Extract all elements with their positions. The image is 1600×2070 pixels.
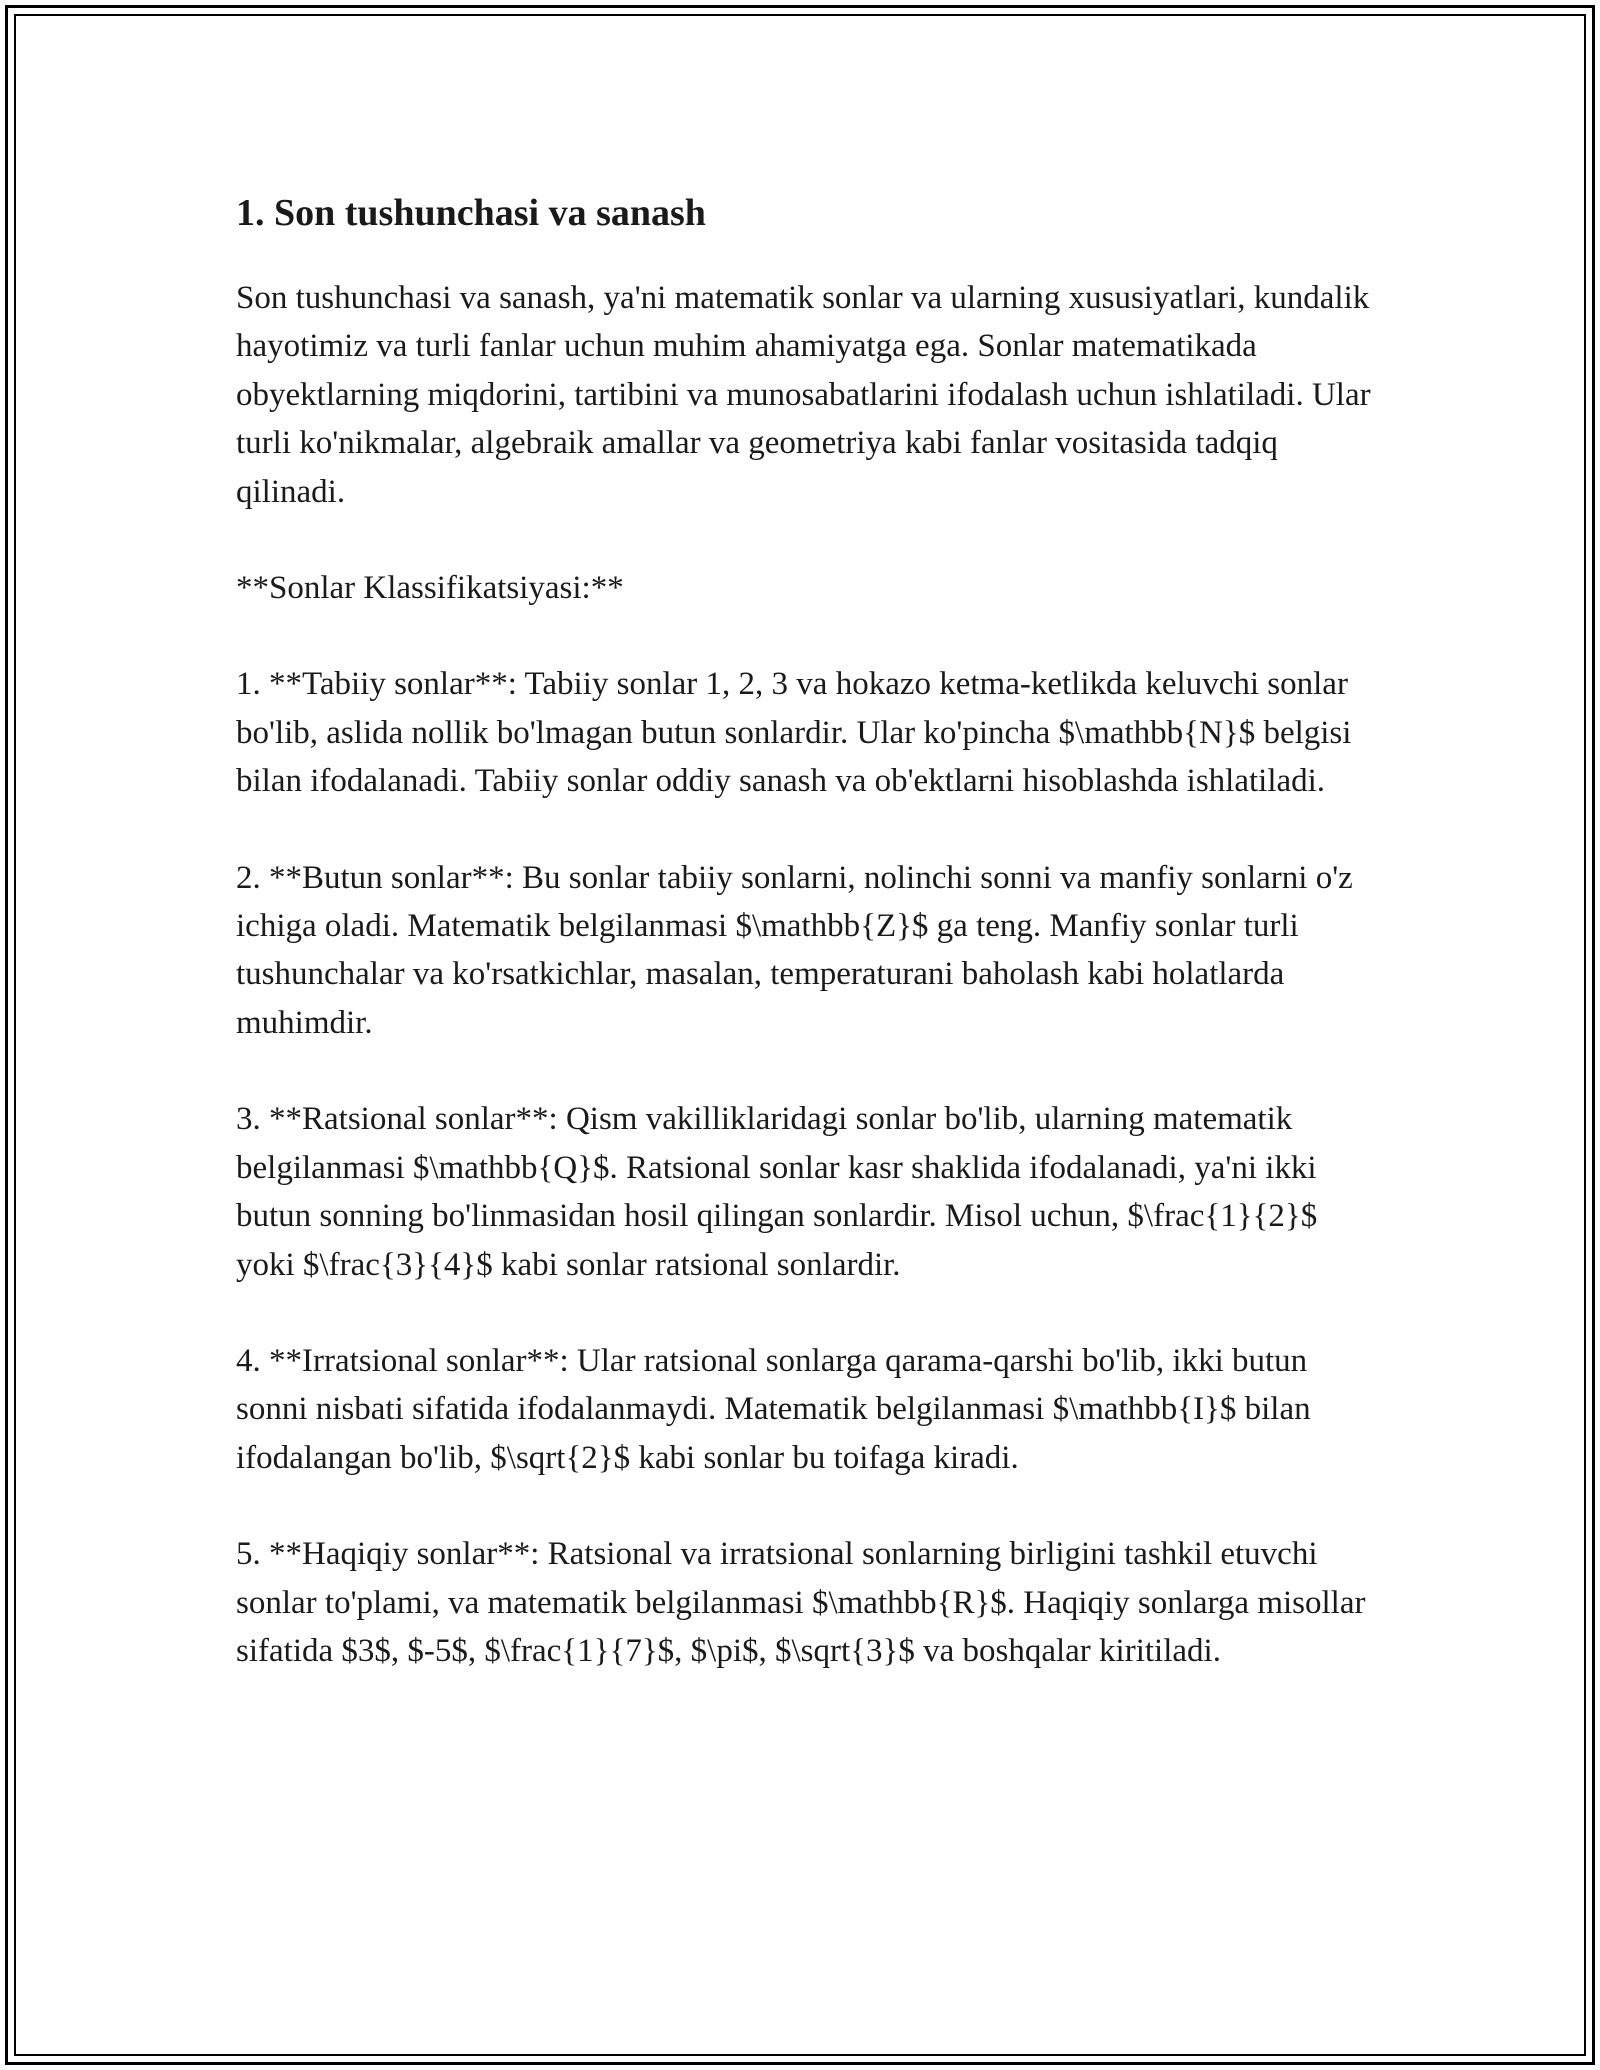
list-item-irrational-numbers: 4. **Irratsional sonlar**: Ular ratsional sonlarga qarama-qarshi bo'lib, ikki butun sonni nisbati sifatida ifodalanmaydi. Matematik belgilanmasi $\mathbb{I}$ bilan ifodalangan bo'lib, $\sqrt{2}$ kabi sonlar bu toifaga kiradi. — [236, 1342, 1311, 1476]
intro-paragraph: Son tushunchasi va sanash, ya'ni matematik sonlar va ularning xususiyatlari, kundalik hayotimiz va turli fanlar uchun muhim ahamiyatga ega. Sonlar matematikada obyektlarning miqdorini, tartibini va munosabatlarini ifodalash uchun ishlatiladi. Ular turli ko'nikmalar, algebraik amallar va geometriya kabi fanlar vositasida tadqiq qilinadi. — [236, 280, 1371, 510]
list-item-natural-numbers: 1. **Tabiiy sonlar**: Tabiiy sonlar 1, 2, 3 va hokazo ketma-ketlikda keluvchi sonlar bo'lib, aslida nollik bo'lmagan butun sonlardir. Ular ko'pincha $\mathbb{N}$ belgisi bilan ifodalanadi. Tabiiy sonlar oddiy sanash va ob'ektlarni hisoblashda ishlatiladi. — [236, 666, 1352, 800]
list-item-integers: 2. **Butun sonlar**: Bu sonlar tabiiy sonlarni, nolinchi sonni va manfiy sonlarni o'z ichiga oladi. Matematik belgilanmasi $\mathbb{Z}$ ga teng. Manfiy sonlar turli tushunchalar va ko'rsatkichlar, masalan, temperaturani baholash kabi holatlarda muhimdir. — [236, 859, 1353, 1041]
list-item-rational-numbers: 3. **Ratsional sonlar**: Qism vakilliklaridagi sonlar bo'lib, ularning matematik belgilanmasi $\mathbb{Q}$. Ratsional sonlar kasr shaklida ifodalanadi, ya'ni ikki butun sonning bo'linmasidan hosil qilingan sonlardir. Misol uchun, $\frac{1}{2}$ yoki $\frac{3}{4}$ kabi sonlar ratsional sonlardir. — [236, 1101, 1318, 1283]
list-item-real-numbers: 5. **Haqiqiy sonlar**: Ratsional va irratsional sonlarning birligini tashkil etuvchi sonlar to'plami, va matematik belgilanmasi $\mathbb{R}$. Haqiqiy sonlarga misollar sifatida $3$, $-5$, $\frac{1}{7}$, $\pi$, $\sqrt{3}$ va boshqalar kiritiladi. — [236, 1536, 1366, 1669]
document-body — [236, 186, 1376, 1675]
section-heading: 1. Son tushunchasi va sanash — [236, 192, 706, 234]
classification-label: **Sonlar Klassifikatsiyasi:** — [236, 570, 624, 607]
